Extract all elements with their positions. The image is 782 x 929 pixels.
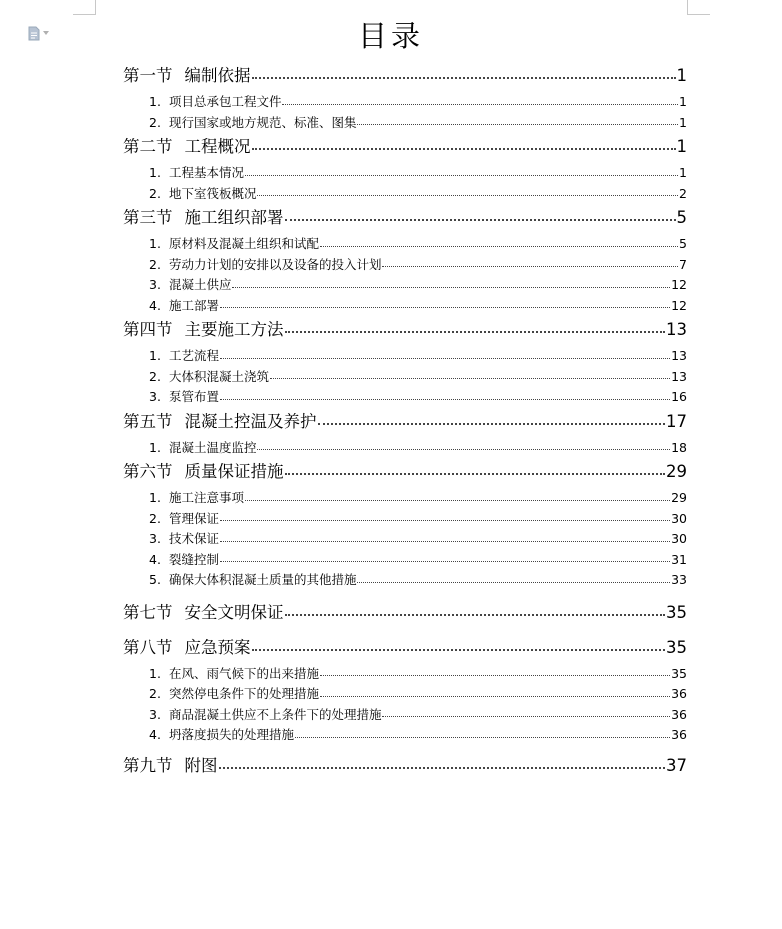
- toc-entry-level2[interactable]: [123, 684, 687, 705]
- toc-section: [123, 752, 687, 779]
- page-number: 16: [671, 389, 687, 404]
- section-number: 第八节: [123, 637, 173, 657]
- dot-leader: [245, 500, 670, 501]
- dot-leader: [320, 246, 678, 247]
- dot-leader: [382, 266, 678, 267]
- item-number: 2.: [149, 368, 161, 384]
- page-number: 36: [671, 706, 687, 722]
- item-number: 3.: [149, 531, 161, 546]
- item-title: 技术保证: [168, 531, 219, 546]
- dot-leader: [220, 541, 670, 542]
- item-title: 突然停电条件下的处理措施: [168, 686, 319, 701]
- item-title: 裂缝控制: [168, 551, 219, 567]
- section-number: 第六节: [123, 462, 173, 481]
- toc-section: [123, 458, 687, 591]
- section-title: 施工组织部署: [184, 208, 284, 227]
- dot-leader: [257, 449, 670, 450]
- section-title: 质量保证措施: [184, 462, 284, 481]
- page-number: 5: [679, 236, 687, 251]
- section-number: 第三节: [123, 208, 173, 227]
- dot-leader: [318, 423, 666, 425]
- toc-entry-level2[interactable]: [123, 184, 687, 205]
- page-number: 29: [671, 490, 687, 505]
- section-title: 应急预案: [184, 637, 251, 657]
- page-number: 13: [671, 368, 687, 384]
- toc-entry-label: [123, 599, 284, 626]
- page-number: 1: [679, 165, 687, 180]
- item-number: 2.: [149, 686, 161, 701]
- toc-entry-label: [123, 752, 218, 779]
- dot-leader: [252, 77, 676, 79]
- dot-leader: [285, 473, 666, 475]
- item-number: 4.: [149, 551, 161, 567]
- item-number: 2.: [149, 114, 161, 130]
- item-number: 1.: [149, 94, 161, 109]
- section-number: 第五节: [123, 411, 173, 431]
- toc-entry-level2[interactable]: [123, 438, 687, 459]
- dot-leader: [295, 737, 670, 738]
- toc-entry-level2[interactable]: [123, 163, 687, 184]
- page-number: 29: [666, 462, 687, 481]
- toc-entry-level1[interactable]: [123, 599, 687, 626]
- dot-leader: [220, 307, 670, 308]
- item-title: 工程基本情况: [168, 165, 244, 180]
- dot-leader: [220, 399, 670, 400]
- toc-entry-level2[interactable]: [123, 488, 687, 509]
- item-number: 2.: [149, 256, 161, 272]
- toc-section: [123, 62, 687, 133]
- item-number: 4.: [149, 297, 161, 313]
- dot-leader: [285, 331, 666, 333]
- margin-corner-mark: [687, 0, 710, 15]
- item-title: 劳动力计划的安排以及设备的投入计划: [168, 256, 382, 272]
- page-number: 7: [679, 256, 687, 272]
- section-title: 附图: [184, 755, 218, 775]
- item-title: 工艺流程: [168, 348, 219, 363]
- page-number: 33: [671, 572, 687, 587]
- toc-entry-level1[interactable]: [123, 133, 687, 160]
- dot-leader: [257, 195, 678, 196]
- toc-entry-label: [123, 133, 251, 160]
- item-title: 项目总承包工程文件: [168, 94, 282, 109]
- toc-entry-level2[interactable]: [123, 725, 687, 746]
- toc-entry-label: [123, 204, 284, 231]
- item-number: 1.: [149, 439, 161, 455]
- item-title: 现行国家或地方规范、标准、图集: [168, 114, 357, 130]
- toc-entry-level2[interactable]: [123, 346, 687, 367]
- item-number: 3.: [149, 389, 161, 404]
- item-title: 商品混凝土供应不上条件下的处理措施: [168, 706, 382, 722]
- page-number: 12: [671, 277, 687, 292]
- page-number: 18: [671, 439, 687, 455]
- dot-leader: [357, 124, 678, 125]
- toc-entry-level1[interactable]: [123, 408, 687, 435]
- item-number: 1.: [149, 165, 161, 180]
- toc-entry-label: [123, 316, 284, 343]
- toc-section: [123, 133, 687, 204]
- toc-entry-level2[interactable]: [123, 550, 687, 571]
- item-title: 地下室筏板概况: [168, 185, 257, 201]
- item-number: 3.: [149, 277, 161, 292]
- toc-entry-level1[interactable]: [123, 458, 687, 485]
- toc-entry-level2[interactable]: [123, 113, 687, 134]
- toc-entry-level1[interactable]: [123, 752, 687, 779]
- toc-entry-level2[interactable]: [123, 570, 687, 591]
- item-number: 2.: [149, 510, 161, 526]
- page-number: 1: [679, 114, 687, 130]
- dot-leader: [220, 520, 670, 521]
- toc-entry-label: [123, 458, 284, 485]
- section-number: 第七节: [123, 602, 173, 622]
- item-title: 混凝土供应: [168, 277, 232, 292]
- item-title: 泵管布置: [168, 389, 219, 404]
- section-title: 混凝土控温及养护: [184, 411, 317, 431]
- item-number: 1.: [149, 348, 161, 363]
- dot-leader: [382, 716, 670, 717]
- toc-entry-level2[interactable]: [123, 367, 687, 388]
- toc-entry-level2[interactable]: [123, 529, 687, 550]
- page-number: 36: [671, 686, 687, 701]
- page-number: 2: [679, 185, 687, 201]
- section-title: 编制依据: [184, 66, 251, 85]
- item-number: 1.: [149, 236, 161, 251]
- toc-entry-level1[interactable]: [123, 316, 687, 343]
- toc-entry-level1[interactable]: [123, 204, 687, 231]
- item-number: 5.: [149, 572, 161, 587]
- dot-leader: [219, 767, 666, 769]
- toc-entry-level2[interactable]: [123, 705, 687, 726]
- dot-leader: [252, 649, 666, 651]
- section-title: 安全文明保证: [184, 602, 284, 622]
- page-number: 1: [679, 94, 687, 109]
- toc-entry-level2[interactable]: [123, 664, 687, 685]
- item-title: 混凝土温度监控: [168, 439, 257, 455]
- toc-section: [123, 634, 687, 746]
- item-number: 4.: [149, 727, 161, 742]
- dot-leader: [245, 175, 678, 176]
- page-number: 13: [666, 320, 687, 339]
- item-title: 原材料及混凝土组织和试配: [168, 236, 319, 251]
- page-number: 35: [666, 602, 687, 622]
- toc-section: [123, 599, 687, 626]
- section-number: 第四节: [123, 320, 173, 339]
- toc-section: [123, 408, 687, 459]
- toc-entry-level2[interactable]: [123, 234, 687, 255]
- item-title: 施工部署: [168, 297, 219, 313]
- toc-entry-label: [123, 62, 251, 89]
- page-number: 17: [666, 411, 687, 431]
- item-title: 坍落度损失的处理措施: [168, 727, 294, 742]
- toc-section: [123, 316, 687, 408]
- item-number: 2.: [149, 185, 161, 201]
- section-number: 第二节: [123, 137, 173, 156]
- toc-entry-level2[interactable]: [123, 92, 687, 113]
- toc-entry-level2[interactable]: [123, 509, 687, 530]
- toc-entry-level1[interactable]: [123, 62, 687, 89]
- page-number: 1: [676, 137, 687, 156]
- item-title: 施工注意事项: [168, 490, 244, 505]
- toc-entry-level1[interactable]: [123, 634, 687, 661]
- dot-leader: [270, 378, 670, 379]
- dot-leader: [285, 219, 676, 221]
- dot-leader: [220, 358, 670, 359]
- toc-entry-label: [123, 634, 251, 661]
- item-number: 1.: [149, 665, 161, 681]
- toc-entry-level2[interactable]: [123, 296, 687, 317]
- table-of-contents: [123, 62, 687, 779]
- dot-leader: [320, 696, 670, 697]
- dot-leader: [252, 148, 676, 150]
- section-title: 工程概况: [184, 137, 251, 156]
- page-title: 目录: [357, 19, 424, 53]
- toc-entry-label: [123, 408, 317, 435]
- page-number: 36: [671, 727, 687, 742]
- page-number: 12: [671, 297, 687, 313]
- toc-section: [123, 204, 687, 316]
- toc-entry-level2[interactable]: [123, 255, 687, 276]
- page-number: 1: [676, 66, 687, 85]
- item-number: 3.: [149, 706, 161, 722]
- page-number: 30: [671, 531, 687, 546]
- item-title: 在风、雨气候下的出来措施: [168, 665, 319, 681]
- dot-leader: [320, 675, 670, 676]
- margin-corner-mark: [73, 0, 96, 15]
- item-title: 确保大体积混凝土质量的其他措施: [168, 572, 357, 587]
- page-number: 35: [671, 665, 687, 681]
- dot-leader: [285, 614, 666, 616]
- section-title: 主要施工方法: [184, 320, 284, 339]
- toc-entry-level2[interactable]: [123, 387, 687, 408]
- dot-leader: [357, 582, 670, 583]
- page-number: 35: [666, 637, 687, 657]
- item-title: 大体积混凝土浇筑: [168, 368, 269, 384]
- page-number: 37: [666, 755, 687, 775]
- page-number: 30: [671, 510, 687, 526]
- dot-leader: [220, 561, 670, 562]
- dot-leader: [232, 287, 670, 288]
- page-number: 13: [671, 348, 687, 363]
- section-number: 第一节: [123, 66, 173, 85]
- page-number: 5: [676, 208, 687, 227]
- item-title: 管理保证: [168, 510, 219, 526]
- dot-leader: [282, 104, 678, 105]
- section-number: 第九节: [123, 755, 173, 775]
- item-number: 1.: [149, 490, 161, 505]
- page-number: 31: [671, 551, 687, 567]
- toc-entry-level2[interactable]: [123, 275, 687, 296]
